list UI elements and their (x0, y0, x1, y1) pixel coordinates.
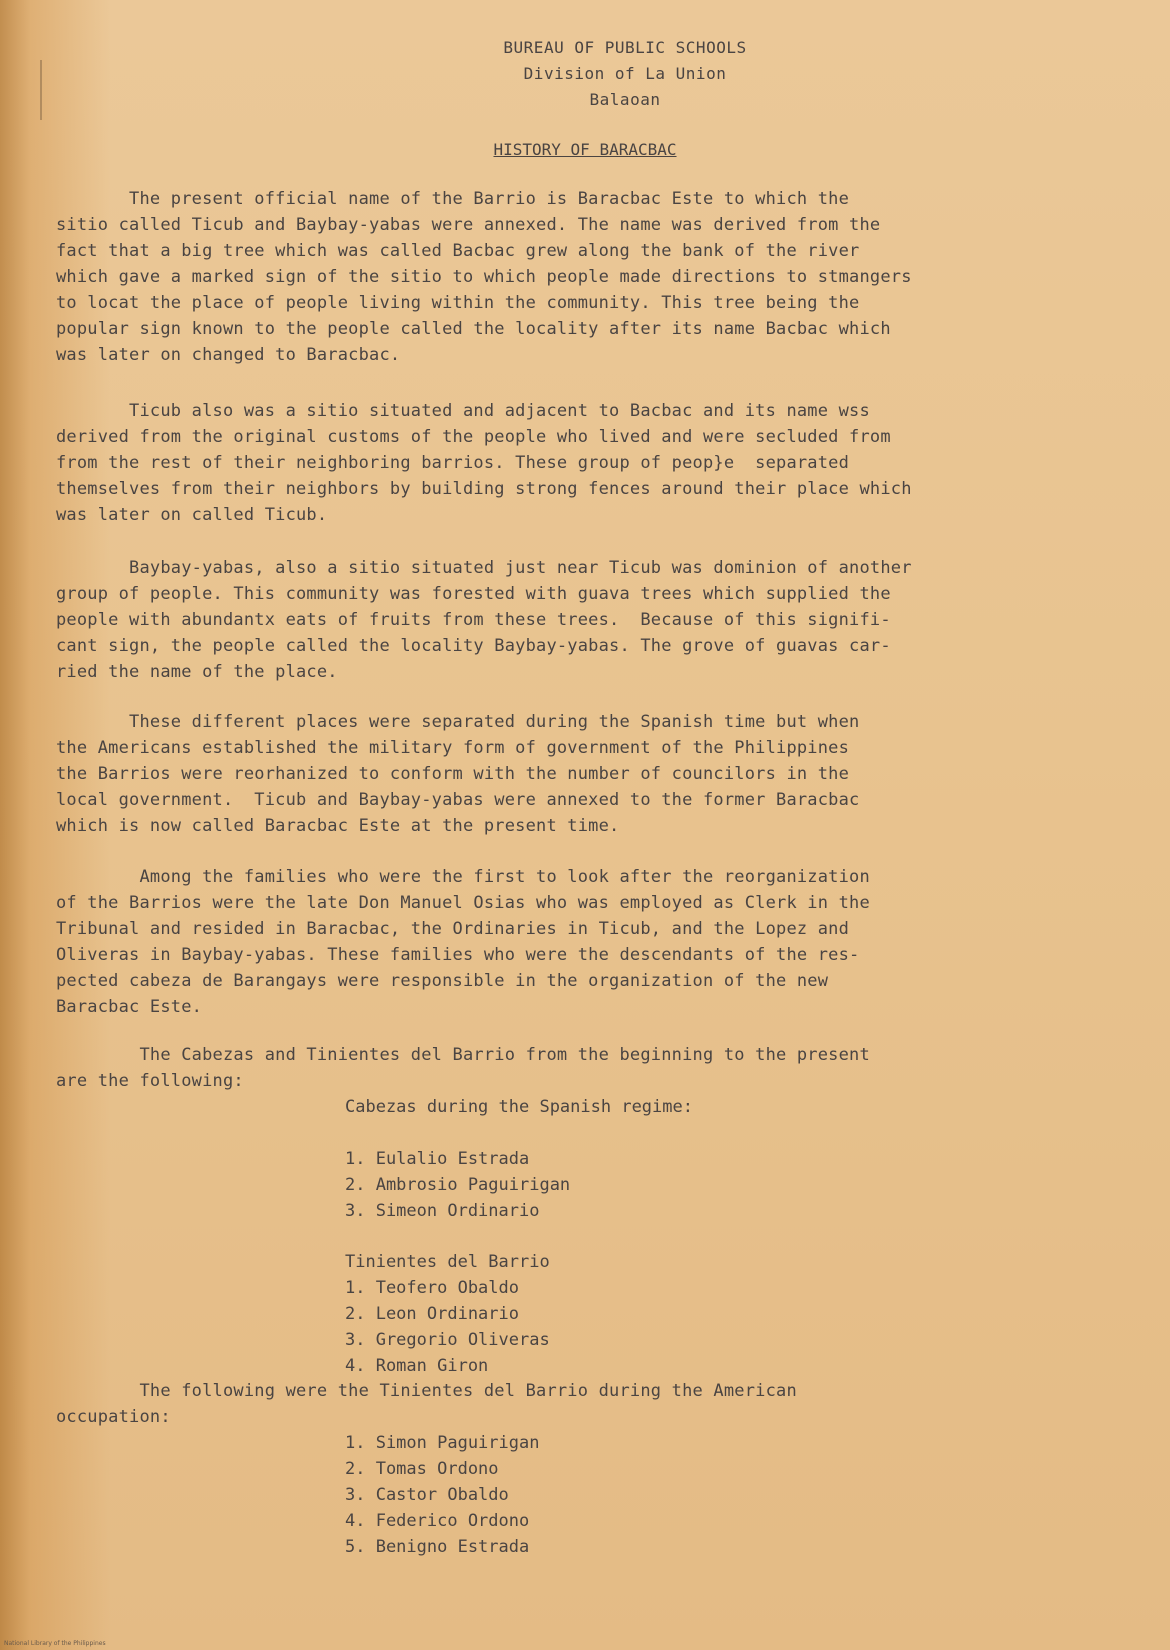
paragraph-american-intro: The following were the Tinientes del Barrio during the American occupation: (56, 1381, 797, 1427)
tinientes-list: 1. Teofero Obaldo 2. Leon Ordinario 3. Gregorio Oliveras 4. Roman Giron (345, 1278, 550, 1376)
tinientes-heading: Tinientes del Barrio (345, 1252, 550, 1272)
document-title-text: HISTORY OF BARACBAC (493, 140, 677, 159)
paragraph-name-origin: The present official name of the Barrio is Baracbac Este to which the sitio called Ticub and Baybay-yabas were annexed. The name was derived from the fact that a big tree which was called Bacbac grew along the bank of the river which gave a marked sign of the sitio to which people made directions to stmangers to locat the place of people living within the community. This tree being the popular sign known to the people called the locality after its name Bacbac which was later on changed to Baracbac. (56, 189, 912, 365)
paragraph-families: Among the families who were the first to look after the reorganization of the Barrios were the late Don Manuel Osias who was employed as Clerk in the Tribunal and resided in Baracbac, the Ordinaries in Ticub, and the Lopez and Oliveras in Baybay-yabas. These families who were the descendants of the res- pected cabeza de Barangays were responsible in the organization of the new Baracbac Este. (56, 867, 870, 1017)
paragraph-ticub: Ticub also was a sitio situated and adjacent to Bacbac and its name wss derived from the original customs of the people who lived and were secluded from from the rest of their neighboring barrios. These group of peop}e separated themselves from their neighbors by building strong fences around their place which was later on called Ticub. (56, 401, 912, 525)
paragraph-baybay-yabas: Baybay-yabas, also a sitio situated just near Ticub was dominion of another group of people. This community was forested with guava trees which supplied the people with abundantx eats of fruits from these trees. Because of this signifi- cant sign, the people called the locality Baybay-yabas. The grove of guavas car- ried the name of the place. (56, 558, 912, 682)
paragraph-cabezas-intro: The Cabezas and Tinientes del Barrio from the beginning to the present are the following: (56, 1045, 870, 1091)
american-tinientes-list: 1. Simon Paguirigan 2. Tomas Ordono 3. Castor Obaldo 4. Federico Ordono 5. Benigno Estrada (345, 1433, 540, 1557)
header-town: Balaoan (589, 90, 661, 109)
cabezas-list: 1. Eulalio Estrada 2. Ambrosio Paguirigan 3. Simeon Ordinario (345, 1149, 571, 1221)
paragraph-reorganization: These different places were separated during the Spanish time but when the Americans established the military form of government of the Philippines the Barrios were reorhanized to conform with the number of councilors in the local government. Ticub and Baybay-yabas were annexed to the former Baracbac which is now called Baracbac Este at the present time. (56, 712, 860, 836)
binding-edge (0, 60, 42, 120)
header-division: Division of La Union (523, 64, 727, 83)
header-bureau: BUREAU OF PUBLIC SCHOOLS (503, 38, 747, 57)
document-title (0, 140, 1170, 159)
cabezas-heading: Cabezas during the Spanish regime: (345, 1097, 693, 1117)
footer-watermark: National Library of the Philippines (4, 1640, 106, 1647)
